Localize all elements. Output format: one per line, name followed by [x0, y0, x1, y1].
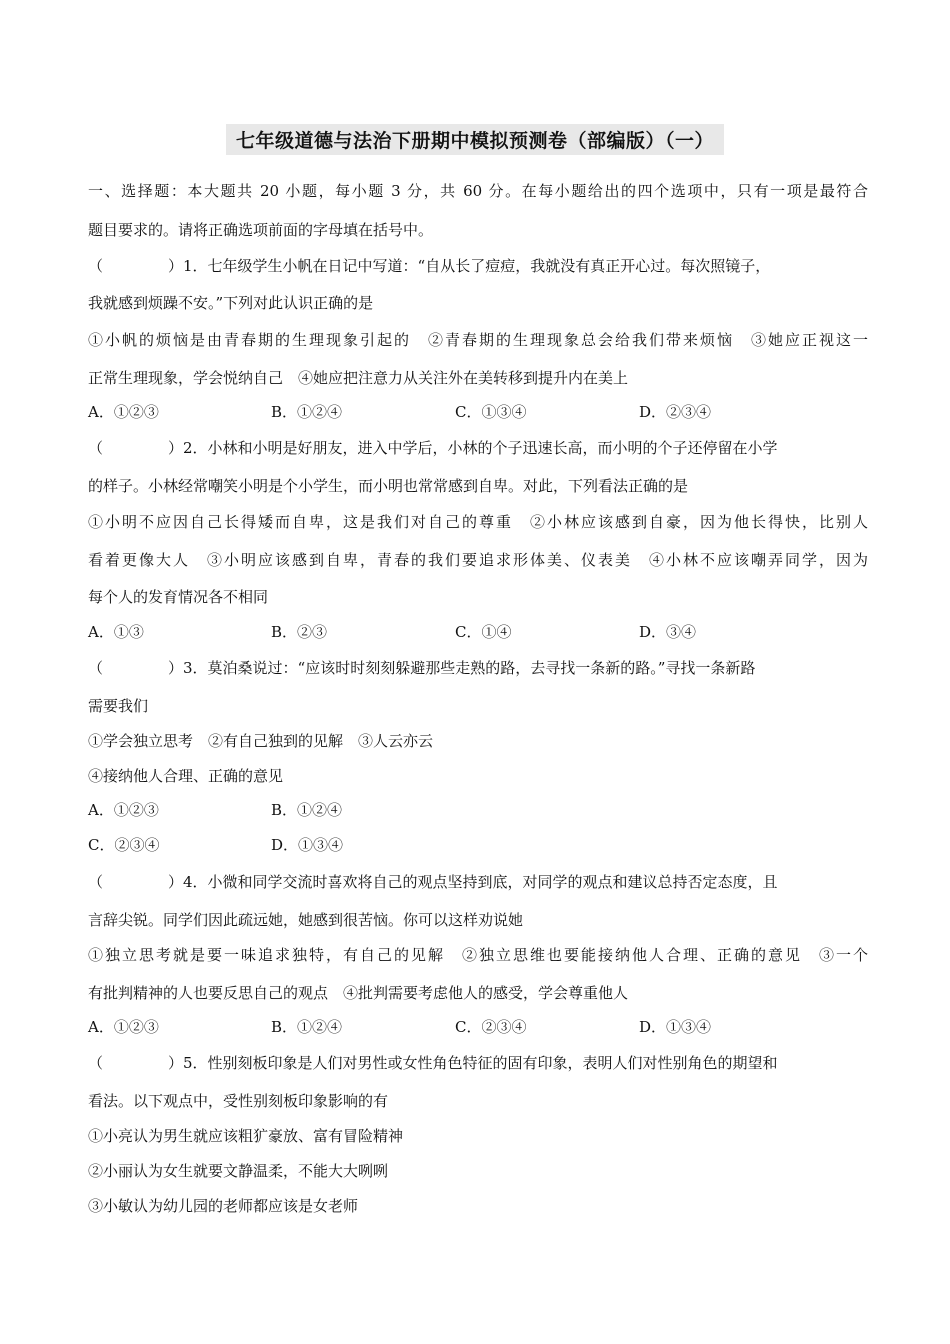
answer-blank[interactable]: （	[88, 257, 104, 275]
q4-option-a: A．①②③	[88, 1018, 159, 1036]
question-5-stem	[88, 1053, 868, 1073]
q3-option-d: D．①③④	[271, 836, 344, 854]
question-3-text: ）3．莫泊桑说过：“应该时时刻刻躲避那些走熟的路，去寻找一条新的路。”寻找一条新路	[168, 659, 756, 677]
question-5-statement-3: ③小敏认为幼儿园的老师都应该是女老师	[88, 1197, 359, 1215]
exam-title: 七年级道德与法治下册期中模拟预测卷（部编版）（一）	[226, 124, 724, 155]
q1-option-d: D．②③④	[639, 403, 712, 421]
q3-option-b: B．①②④	[271, 801, 343, 819]
q2-option-c: C．①④	[455, 623, 512, 641]
q1-option-b: B．①②④	[271, 403, 343, 421]
question-4-statements-cont: 有批判精神的人也要反思自己的观点 ④批判需要考虑他人的感受，学会尊重他人	[88, 984, 629, 1002]
question-2-statements-cont: 看着更像大人 ③小明应该感到自卑，青春的我们要追求形体美、仪表美 ④小林不应该嘲弄同学，因为	[88, 551, 868, 569]
question-1-text: ）1．七年级学生小帆在日记中写道：“自从长了痘痘，我就没有真正开心过。每次照镜子，	[168, 257, 771, 275]
question-3-stem	[88, 658, 868, 678]
question-1-statements: ①小帆的烦恼是由青春期的生理现象引起的 ②青春期的生理现象总会给我们带来烦恼 ③她应正视这一	[88, 331, 868, 349]
question-1-statements-cont: 正常生理现象，学会悦纳自己 ④她应把注意力从关注外在美转移到提升内在美上	[88, 369, 629, 387]
question-3-statements-cont: ④接纳他人合理、正确的意见	[88, 767, 284, 785]
section-instructions-line2: 题目要求的。请将正确选项前面的字母填在括号中。	[88, 221, 434, 239]
question-5-stem-cont: 看法。以下观点中，受性别刻板印象影响的有	[88, 1092, 389, 1110]
q3-option-c: C．②③④	[88, 836, 160, 854]
question-2-stem-cont: 的样子。小林经常嘲笑小明是个小学生，而小明也常常感到自卑。对此，下列看法正确的是	[88, 477, 689, 495]
q1-option-c: C．①③④	[455, 403, 527, 421]
question-2-statements-cont2: 每个人的发育情况各不相同	[88, 588, 269, 606]
question-2-statements: ①小明不应因自己长得矮而自卑，这是我们对自己的尊重 ②小林应该感到自豪，因为他长得快，比别人	[88, 513, 868, 531]
question-4-stem-cont: 言辞尖锐。同学们因此疏远她，她感到很苦恼。你可以这样劝说她	[88, 911, 524, 929]
q4-option-b: B．①②④	[271, 1018, 343, 1036]
answer-blank[interactable]: （	[88, 439, 104, 457]
question-4-stem	[88, 872, 868, 892]
answer-blank[interactable]: （	[88, 659, 104, 677]
question-2-stem	[88, 438, 868, 458]
question-3-statements: ①学会独立思考 ②有自己独到的见解 ③人云亦云	[88, 732, 434, 750]
q2-option-d: D．③④	[639, 623, 697, 641]
question-2-text: ）2．小林和小明是好朋友，进入中学后，小林的个子迅速长高，而小明的个子还停留在小学	[168, 439, 778, 457]
q4-option-d: D．①③④	[639, 1018, 712, 1036]
answer-blank[interactable]: （	[88, 1054, 104, 1072]
question-4-text: ）4．小微和同学交流时喜欢将自己的观点坚持到底，对同学的观点和建议总持否定态度，且	[168, 873, 778, 891]
q1-option-a: A．①②③	[88, 403, 159, 421]
section-instructions-line1: 一、选择题：本大题共 20 小题，每小题 3 分，共 60 分。在每小题给出的四个选项中，只有一项是最符合	[88, 182, 868, 200]
question-5-statement-1: ①小亮认为男生就应该粗犷豪放、富有冒险精神	[88, 1127, 404, 1145]
answer-blank[interactable]: （	[88, 873, 104, 891]
question-4-statements: ①独立思考就是要一味追求独特，有自己的见解 ②独立思维也要能接纳他人合理、正确的意见 ③一个	[88, 946, 868, 964]
question-3-stem-cont: 需要我们	[88, 697, 149, 715]
question-1-stem	[88, 256, 868, 276]
q4-option-c: C．②③④	[455, 1018, 527, 1036]
question-5-statement-2: ②小丽认为女生就要文静温柔，不能大大咧咧	[88, 1162, 389, 1180]
question-5-text: ）5．性别刻板印象是人们对男性或女性角色特征的固有印象，表明人们对性别角色的期望和	[168, 1054, 778, 1072]
question-1-stem-cont: 我就感到烦躁不安。”下列对此认识正确的是	[88, 294, 374, 312]
q2-option-a: A．①③	[88, 623, 144, 641]
q2-option-b: B．②③	[271, 623, 328, 641]
q3-option-a: A．①②③	[88, 801, 159, 819]
